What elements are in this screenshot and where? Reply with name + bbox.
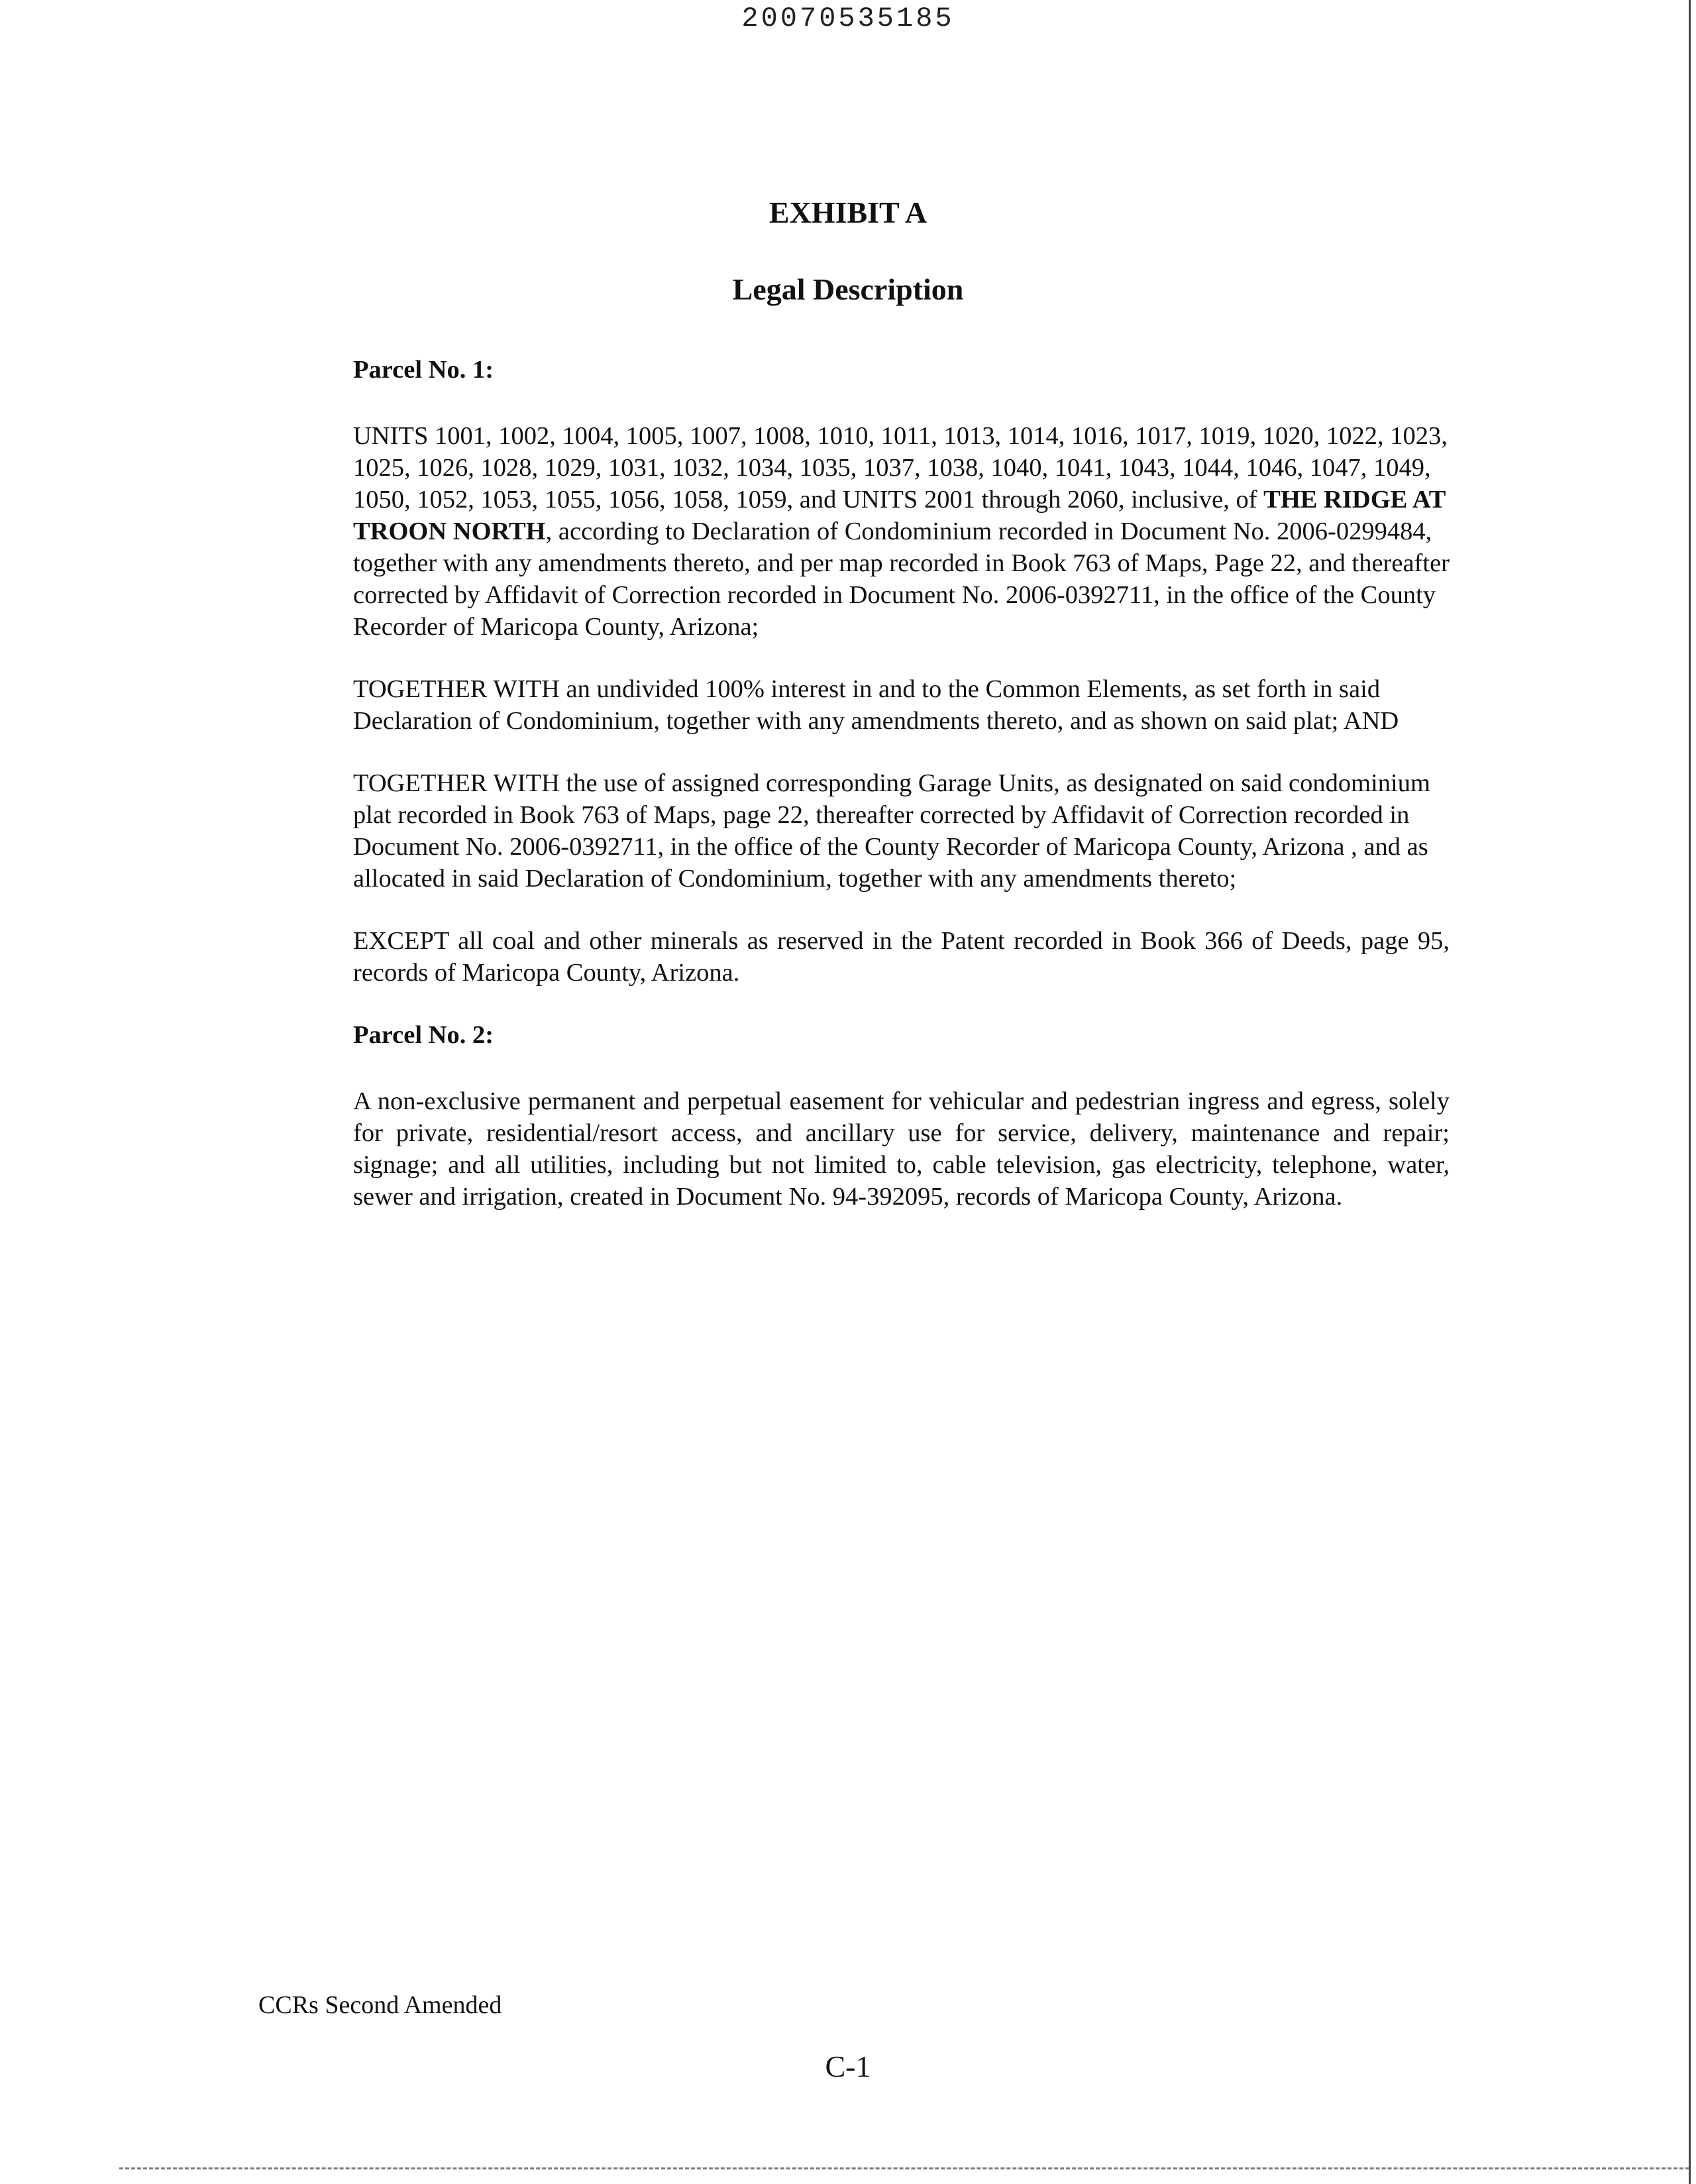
footer-document-label: CCRs Second Amended (258, 1991, 502, 2019)
parcel-1-heading: Parcel No. 1: (353, 356, 494, 384)
parcel-2-heading: Parcel No. 2: (353, 1021, 494, 1049)
parcel-1-units-paragraph (353, 420, 1450, 643)
legal-description-body (353, 354, 1450, 1213)
common-elements-paragraph: TOGETHER WITH an undivided 100% interest in and to the Common Elements, as set forth in said Declaration of Condominium, together with any amendments thereto, and as shown on said plat; AND (353, 675, 1399, 735)
page-number: C-1 (825, 2049, 871, 2083)
section-subtitle: Legal Description (732, 272, 964, 306)
property-name: THE RIDGE AT TROON NORTH (353, 486, 1446, 545)
easement-paragraph: A non-exclusive permanent and perpetual easement for vehicular and pedestrian ingress and egress, solely for private, residential/resort access, and ancillary use for service, delivery, maintenance and repair; signage; and all utilities, including but not limited to, cable television, gas electricity, telephone, water, sewer and irrigation, created in Document No. 94-392095, records of Maricopa County, Arizona. (353, 1087, 1450, 1211)
units-text-end: , according to Declaration of Condominium recorded in Document No. 2006-0299484, together with any amendments thereto, and per map recorded in Book 763 of Maps, Page 22, and thereafter corrected by Affidavit of Correction recorded in Document No. 2006-0392711, in the office of the County Recorder of Maricopa County, Arizona; (353, 518, 1450, 641)
garage-units-paragraph: TOGETHER WITH the use of assigned corresponding Garage Units, as designated on said condominium plat recorded in Book 763 of Maps, page 22, thereafter corrected by Affidavit of Correction recorded in Document No. 2006-0392711, in the office of the County Recorder of Maricopa County, Arizona , and as allocated in said Declaration of Condominium, together with any amendments thereto; (353, 769, 1430, 893)
units-text-start: UNITS 1001, 1002, 1004, 1005, 1007, 1008, 1010, 1011, 1013, 1014, 1016, 1017, 1019, 1020, 1022, 1023, 1025, 1026, 1028, 1029, 1031, 1032, 1034, 1035, 1037, 1038, 1040, 1041, 1043, 1044, 1046, 1047, 1049, 1050, 1052, 1053, 1055, 1056, 1058, 1059, and UNITS 2001 through 2060, inclusive, of (353, 422, 1448, 514)
recording-number: 20070535185 (741, 3, 955, 34)
scan-edge-line (1689, 0, 1691, 2184)
mineral-exception-paragraph: EXCEPT all coal and other minerals as reserved in the Patent recorded in Book 366 of Deeds, page 95, records of Maricopa County, Arizona. (353, 927, 1450, 987)
exhibit-title: EXHIBIT A (768, 195, 928, 229)
scan-bottom-line (119, 2167, 1689, 2169)
